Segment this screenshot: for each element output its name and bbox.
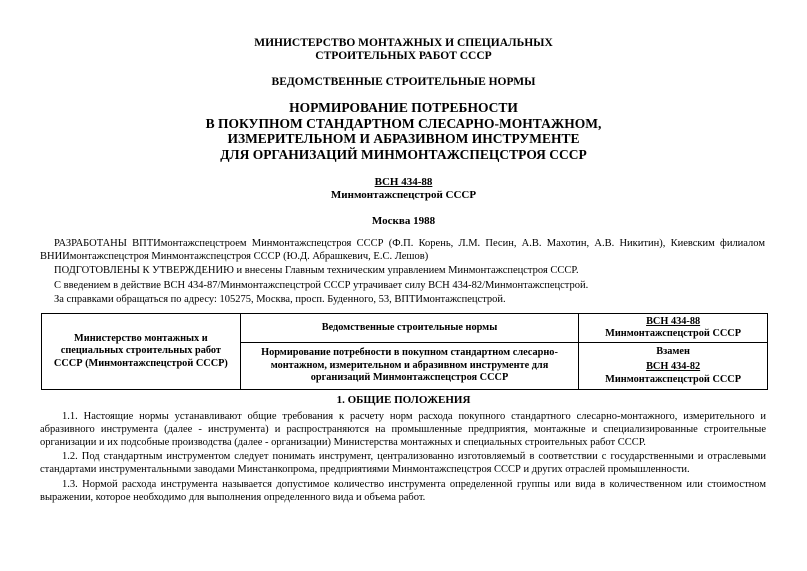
replaces-issuer: Минмонтажспецстрой СССР — [605, 373, 742, 385]
document-code-block — [0, 176, 807, 202]
intro-effective: С введением в действие ВСН 434-87/Минмонтажспецстрой СССР утрачивает силу ВСН 434-82/Минмонтажспецстрой. — [54, 279, 589, 291]
title-line-2: В ПОКУПНОМ СТАНДАРТНОМ СЛЕСАРНО-МОНТАЖНОМ, — [205, 115, 602, 131]
intro-block — [40, 238, 765, 309]
intro-developed: РАЗРАБОТАНЫ ВПТИмонтажспецстроем Минмонтажспецстроя СССР (Ф.П. Корень, Л.М. Песин, А.В. Махотин, А.В. Никитин), Киевским филиалом ВНИИмонтажспецстроя Минмонтажспецстроя СССР (Ю.Д. Абрашкевич, Е.С. Лешов) — [40, 238, 765, 262]
ministry-line-2: СТРОИТЕЛЬНЫХ РАБОТ СССР — [315, 50, 492, 62]
ministry-cell: Министерство монтажных и специальных строительных работ СССР (Минмонтажспецстрой СССР) — [42, 314, 241, 390]
ministry-line-1: МИНИСТЕРСТВО МОНТАЖНЫХ И СПЕЦИАЛЬНЫХ — [254, 37, 553, 49]
document-title — [0, 100, 807, 162]
title-line-4: ДЛЯ ОРГАНИЗАЦИЙ МИНМОНТАЖСПЕЦСТРОЯ СССР — [220, 146, 587, 162]
code-cell-code: ВСН 434-88 — [646, 315, 701, 327]
paragraph-1-1: 1.1. Настоящие нормы устанавливают общие требования к расчету норм расхода покупного стандартного слесарно-монтажного, измерительного и абразивного инструмента (далее - инструмента) и распространяются на промышленные предприятия, монтажные и специализированные строительные организации и их подсобные производства (далее - организации) Министерства монтажных и специальных строительных работ СССР. — [40, 411, 766, 448]
paragraph-1-3: 1.3. Нормой расхода инструмента называется допустимое количество инструмента определенной группы или вида в количественном или стоимостном выражении, которое необходимо для выполнения определенного вида и объема работ. — [40, 478, 766, 503]
subject-cell: Нормирование потребности в покупном стандартном слесарно-монтажном, измерительном и абразивном инструменте для организаций Минмонтажспецстроя СССР — [240, 343, 578, 390]
section-title: 1. ОБЩИЕ ПОЛОЖЕНИЯ — [336, 394, 471, 406]
department-norms-heading: ВЕДОМСТВЕННЫЕ СТРОИТЕЛЬНЫЕ НОРМЫ — [271, 76, 536, 88]
norms-cell: Ведомственные строительные нормы — [240, 314, 578, 343]
city-year: Москва 1988 — [371, 215, 436, 227]
code-cell — [579, 314, 768, 343]
intro-contact: За справками обращаться по адресу: 105275, Москва, просп. Буденного, 53, ВПТИмонтажспецстрой. — [54, 294, 506, 305]
paragraph-1-2: 1.2. Под стандартным инструментом следует понимать инструмент, централизованно изготовляемый в соответствии с государственными и отраслевыми стандартами инструментальными заводами Минстанкопрома, предприятиями Минмонтажспецстроя СССР и других отраслей промышленности. — [40, 451, 766, 476]
ministry-heading — [0, 37, 807, 63]
intro-prepared: ПОДГОТОВЛЕНЫ К УТВЕРЖДЕНИЮ и внесены Главным техническим управлением Минмонтажспецстроя СССР. — [54, 265, 579, 276]
title-line-3: ИЗМЕРИТЕЛЬНОМ И АБРАЗИВНОМ ИНСТРУМЕНТЕ — [227, 131, 580, 146]
document-issuer: Минмонтажспецстрой СССР — [330, 189, 477, 201]
document-code: ВСН 434-88 — [374, 176, 433, 188]
meta-table — [41, 313, 768, 390]
replaces-label: Взамен — [656, 345, 690, 357]
replaces-cell — [579, 343, 768, 390]
title-line-1: НОРМИРОВАНИЕ ПОТРЕБНОСТИ — [289, 100, 518, 115]
code-cell-issuer: Минмонтажспецстрой СССР — [605, 328, 742, 340]
replaces-code: ВСН 434-82 — [646, 361, 701, 373]
section-body — [40, 411, 766, 507]
